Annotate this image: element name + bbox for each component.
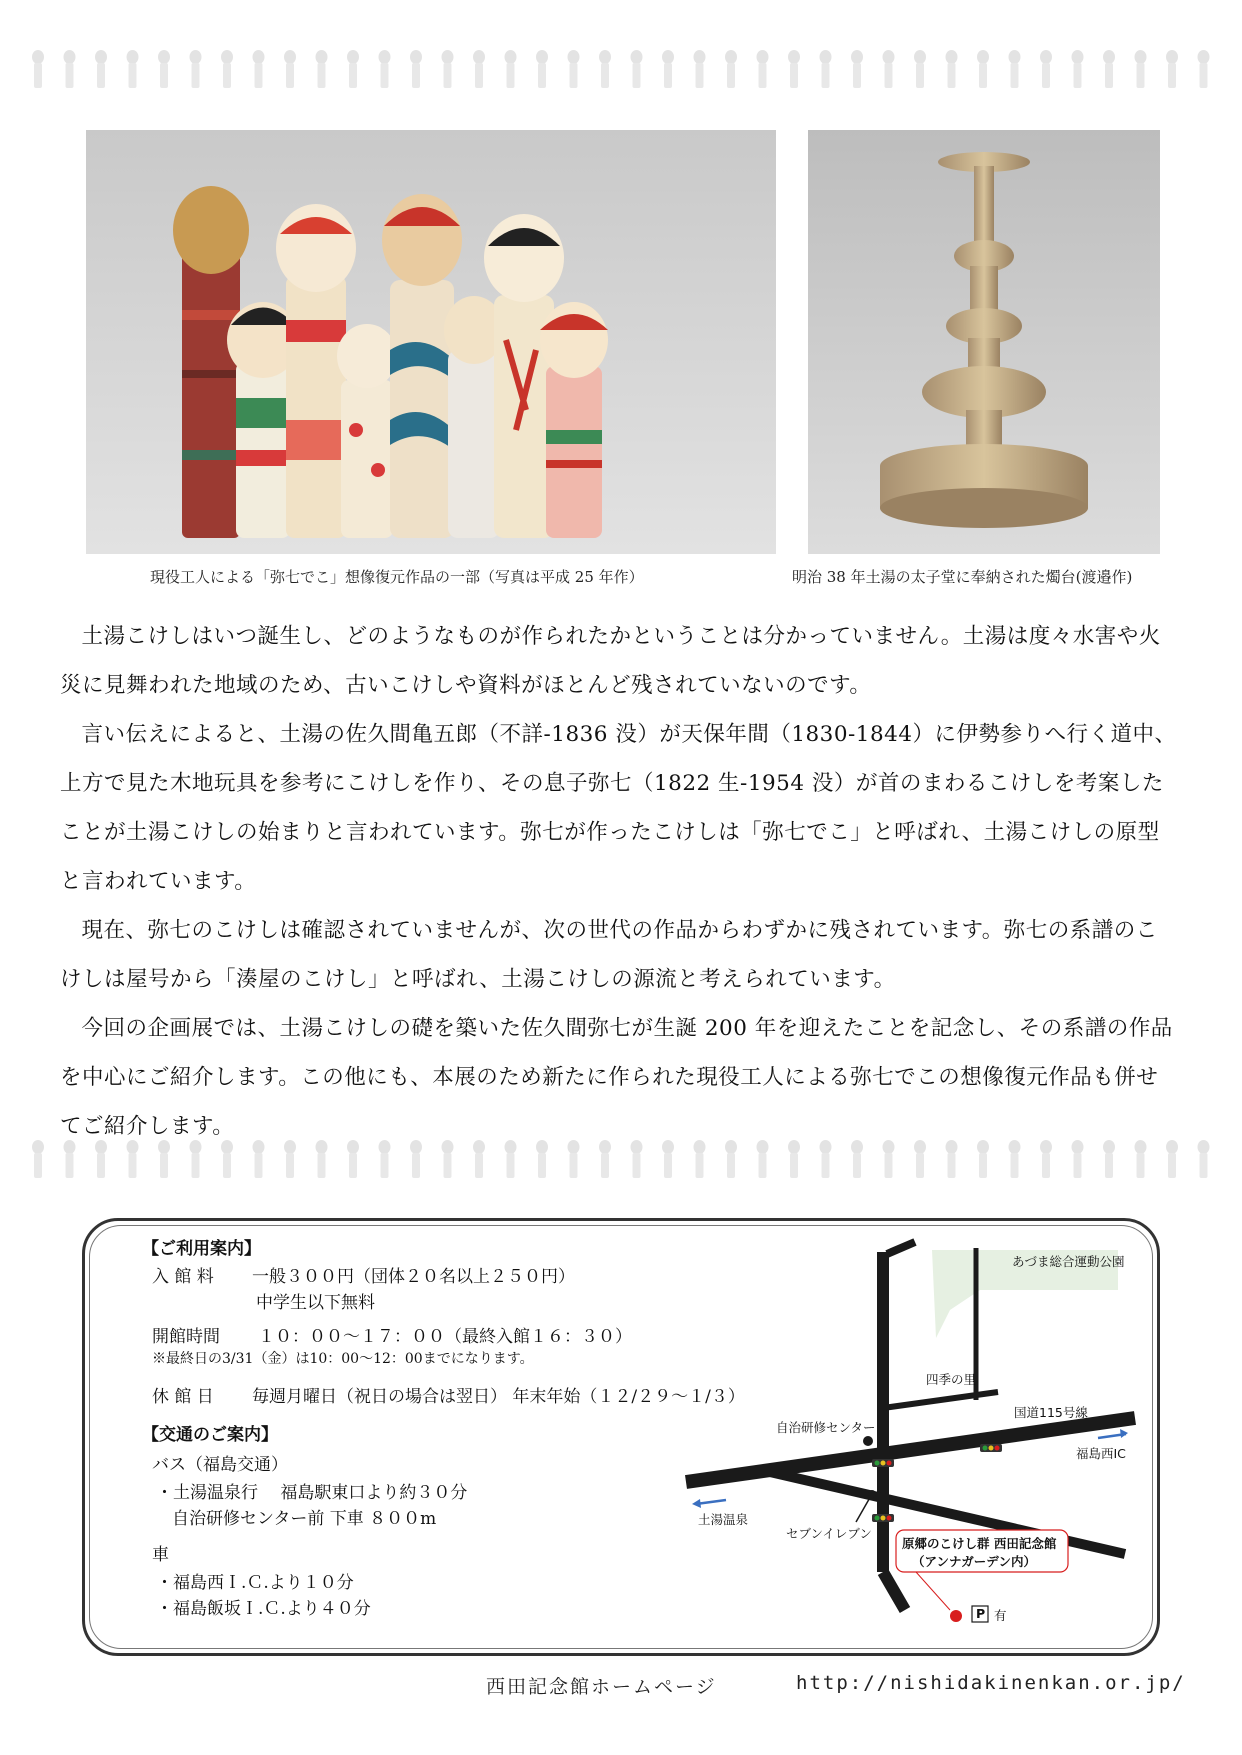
map-label-jichi: 自治研修センター [776, 1420, 876, 1435]
kokeshi-silhouette-icon [158, 1140, 170, 1178]
kokeshi-silhouette-icon [1103, 1140, 1115, 1178]
kokeshi-silhouette-icon [316, 1140, 328, 1178]
photo-caption-right: 明治 38 年土湯の太子堂に奉納された燭台(渡邉作) [792, 568, 1133, 586]
access-map [680, 1232, 1140, 1642]
kokeshi-silhouette-icon [284, 50, 296, 88]
admission-students: 中学生以下無料 [256, 1293, 375, 1313]
kokeshi-silhouette-icon [1198, 50, 1210, 88]
kokeshi-silhouette-icon [977, 1140, 989, 1178]
map-label-park: あづま総合運動公園 [1012, 1254, 1125, 1269]
kokeshi-silhouette-icon [253, 50, 265, 88]
kokeshi-silhouette-icon [1072, 50, 1084, 88]
decorative-kokeshi-band-top [28, 48, 1214, 90]
kokeshi-silhouette-icon [64, 1140, 76, 1178]
kokeshi-silhouette-icon [851, 50, 863, 88]
kokeshi-silhouette-icon [442, 1140, 454, 1178]
kokeshi-silhouette-icon [820, 50, 832, 88]
kokeshi-silhouette-icon [1009, 50, 1021, 88]
kokeshi-silhouette-icon [505, 50, 517, 88]
kokeshi-silhouette-icon [410, 50, 422, 88]
kokeshi-silhouette-icon [757, 1140, 769, 1178]
kokeshi-silhouette-icon [1135, 1140, 1147, 1178]
footer-label: 西田記念館ホームページ [486, 1676, 717, 1698]
kokeshi-silhouette-icon [820, 1140, 832, 1178]
kokeshi-silhouette-icon [694, 50, 706, 88]
kokeshi-silhouette-icon [568, 50, 580, 88]
car-route-2: ・福島飯坂Ｉ.Ｃ.より４０分 [156, 1599, 371, 1619]
access-heading: 【交通のご案内】 [142, 1425, 278, 1445]
map-label-museum: 原郷のこけし群 西田記念館 [902, 1536, 1057, 1551]
kokeshi-silhouette-icon [505, 1140, 517, 1178]
usage-heading: 【ご利用案内】 [142, 1239, 261, 1259]
kokeshi-silhouette-icon [883, 1140, 895, 1178]
kokeshi-silhouette-icon [221, 50, 233, 88]
kokeshi-silhouette-icon [64, 50, 76, 88]
kokeshi-silhouette-icon [883, 50, 895, 88]
kokeshi-silhouette-icon [914, 50, 926, 88]
kokeshi-silhouette-icon [347, 1140, 359, 1178]
parking-icon: P [976, 1606, 986, 1621]
bus-stop: 自治研修センター前 下車 ８００m [172, 1509, 437, 1529]
kokeshi-silhouette-icon [190, 50, 202, 88]
map-label-seven-eleven: セブンイレブン [786, 1526, 872, 1541]
kokeshi-silhouette-icon [1009, 1140, 1021, 1178]
closed-value: 毎週月曜日（祝日の場合は翌日） 年末年始（１２/２９～１/３） [252, 1387, 745, 1407]
kokeshi-silhouette-icon [1040, 1140, 1052, 1178]
map-label-tsuchiyu: 土湯温泉 [698, 1512, 749, 1527]
map-label-parking: 有 [994, 1608, 1007, 1623]
kokeshi-silhouette-icon [158, 50, 170, 88]
homepage-link[interactable]: http://nishidakinenkan.or.jp/ [796, 1672, 1186, 1694]
kokeshi-silhouette-icon [977, 50, 989, 88]
kokeshi-silhouette-icon [1135, 50, 1147, 88]
kokeshi-silhouette-icon [788, 1140, 800, 1178]
map-label-museum-sub: （アンナガーデン内） [912, 1554, 1037, 1569]
paragraph: 今回の企画展では、土湯こけしの礎を築いた佐久間弥七が生誕 200 年を迎えたことを記念し、その系譜の作品を中心にご紹介します。この他にも、本展のため新たに作られた現役工人による弥七でこの想像復元作品も併せてご紹介します。 [60, 1016, 1173, 1139]
kokeshi-silhouette-icon [190, 1140, 202, 1178]
closed-label: 休 館 日 [152, 1387, 214, 1407]
body-text [60, 612, 1178, 1151]
admission-general: 一般３００円（団体２０名以上２５０円） [252, 1267, 575, 1287]
kokeshi-silhouette-icon [410, 1140, 422, 1178]
bus-route: ・土湯温泉行 福島駅東口より約３０分 [156, 1483, 468, 1503]
map-label-fukushima-nishi: 福島西IC [1076, 1446, 1126, 1461]
kokeshi-silhouette-icon [1166, 50, 1178, 88]
kokeshi-silhouette-icon [32, 1140, 44, 1178]
kokeshi-silhouette-icon [631, 1140, 643, 1178]
kokeshi-silhouette-icon [1166, 1140, 1178, 1178]
car-route-1: ・福島西Ｉ.Ｃ.より１０分 [156, 1573, 354, 1593]
kokeshi-silhouette-icon [95, 1140, 107, 1178]
paragraph: 現在、弥七のこけしは確認されていませんが、次の世代の作品からわずかに残されています。弥七の系譜のこけしは屋号から「湊屋のこけし」と呼ばれ、土湯こけしの源流と考えられています。 [60, 918, 1158, 992]
kokeshi-silhouette-icon [1103, 50, 1115, 88]
kokeshi-silhouette-icon [32, 50, 44, 88]
kokeshi-silhouette-icon [946, 1140, 958, 1178]
kokeshi-silhouette-icon [473, 1140, 485, 1178]
hours-value: １０：００～１７：００（最終入館１６：３０） [258, 1327, 632, 1347]
paragraph: 土湯こけしはいつ誕生し、どのようなものが作られたかということは分かっていません。土湯は度々水害や火災に見舞われた地域のため、古いこけしや資料がほとんど残されていないのです。 [60, 624, 1161, 698]
kokeshi-silhouette-icon [347, 50, 359, 88]
kokeshi-silhouette-icon [851, 1140, 863, 1178]
photo-caption-left: 現役工人による「弥七でこ」想像復元作品の一部（写真は平成 25 年作） [150, 568, 644, 586]
kokeshi-silhouette-icon [694, 1140, 706, 1178]
paragraph: 言い伝えによると、土湯の佐久間亀五郎（不詳-1836 没）が天保年間（1830-1844）に伊勢参りへ行く道中、上方で見た木地玩具を参考にこけしを作り、その息子弥七（1822 生-1954 没）が首のまわるこけしを考案したことが土湯こけしの始まりと言われています。弥七が作ったこけしは「弥七でこ」と呼ばれ、土湯こけしの原型と言われています。 [60, 722, 1177, 894]
kokeshi-silhouette-icon [631, 50, 643, 88]
kokeshi-silhouette-icon [95, 50, 107, 88]
kokeshi-silhouette-icon [536, 1140, 548, 1178]
kokeshi-silhouette-icon [379, 1140, 391, 1178]
map-label-route115: 国道115号線 [1014, 1405, 1088, 1420]
kokeshi-silhouette-icon [284, 1140, 296, 1178]
kokeshi-silhouette-icon [914, 1140, 926, 1178]
kokeshi-silhouette-icon [725, 50, 737, 88]
kokeshi-silhouette-icon [127, 1140, 139, 1178]
kokeshi-silhouette-icon [442, 50, 454, 88]
kokeshi-silhouette-icon [316, 50, 328, 88]
kokeshi-silhouette-icon [379, 50, 391, 88]
kokeshi-silhouette-icon [662, 1140, 674, 1178]
kokeshi-silhouette-icon [1040, 50, 1052, 88]
kokeshi-silhouette-icon [662, 50, 674, 88]
kokeshi-silhouette-icon [1198, 1140, 1210, 1178]
decorative-kokeshi-band-bottom [28, 1138, 1214, 1180]
hours-note: ※最終日の3/31（金）は10：00～12：00までになります。 [152, 1351, 534, 1367]
admission-label: 入 館 料 [152, 1267, 214, 1287]
car-heading: 車 [152, 1545, 169, 1565]
kokeshi-silhouette-icon [788, 50, 800, 88]
kokeshi-silhouette-icon [725, 1140, 737, 1178]
kokeshi-silhouette-icon [599, 1140, 611, 1178]
kokeshi-dolls-photo [86, 130, 776, 554]
kokeshi-silhouette-icon [946, 50, 958, 88]
kokeshi-silhouette-icon [221, 1140, 233, 1178]
kokeshi-silhouette-icon [253, 1140, 265, 1178]
kokeshi-silhouette-icon [473, 50, 485, 88]
kokeshi-silhouette-icon [757, 50, 769, 88]
kokeshi-silhouette-icon [599, 50, 611, 88]
candlestick-photo [808, 130, 1160, 554]
kokeshi-silhouette-icon [568, 1140, 580, 1178]
kokeshi-silhouette-icon [1072, 1140, 1084, 1178]
kokeshi-silhouette-icon [536, 50, 548, 88]
map-label-shiki: 四季の里 [926, 1372, 977, 1387]
kokeshi-silhouette-icon [127, 50, 139, 88]
hours-label: 開館時間 [152, 1327, 220, 1347]
bus-heading: バス（福島交通） [152, 1455, 288, 1475]
